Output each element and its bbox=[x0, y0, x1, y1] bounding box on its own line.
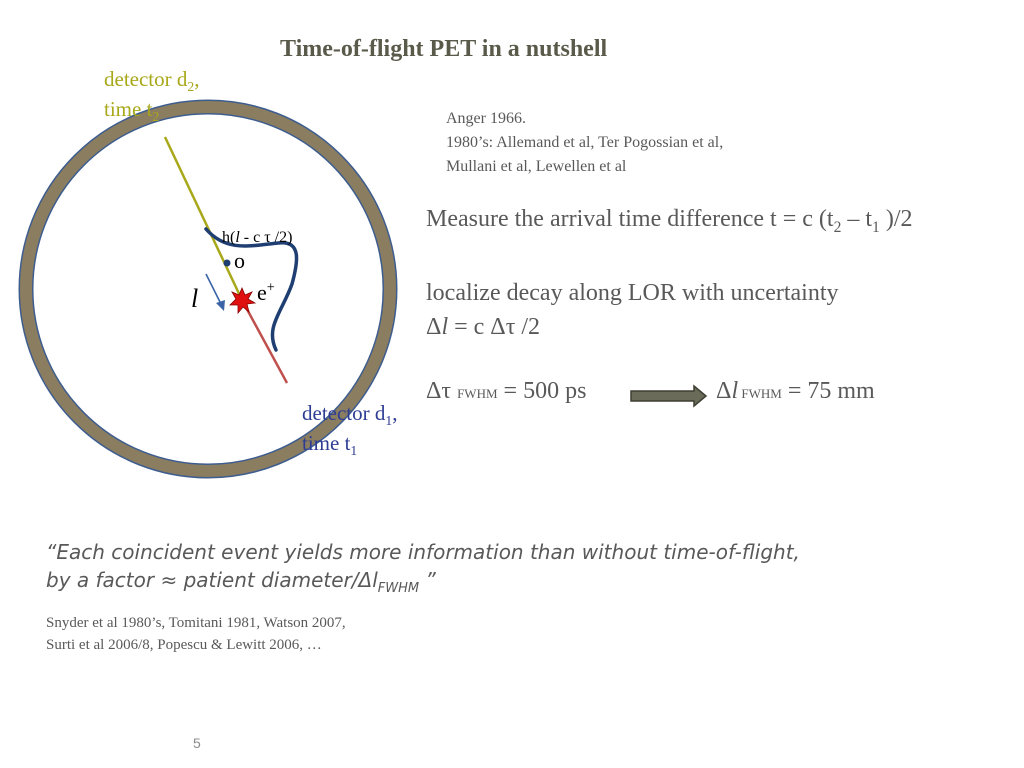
localize-line-2 bbox=[426, 310, 839, 344]
detector-1-suffix: , bbox=[392, 401, 398, 425]
quote-line-2-prefix: by a factor ≈ patient diameter/ bbox=[46, 568, 359, 592]
origin-dot bbox=[224, 260, 231, 267]
measure-sub-1: 1 bbox=[872, 218, 880, 236]
quote-l: l bbox=[372, 568, 378, 592]
annihilation-burst-icon bbox=[230, 288, 255, 313]
detector-1-time-sub: 1 bbox=[350, 443, 358, 459]
l-label: l bbox=[191, 284, 199, 313]
kernel-label-prefix: h( bbox=[222, 229, 236, 246]
quote-block bbox=[46, 538, 800, 594]
citation-line-1: Snyder et al 1980’s, Tomitani 1981, Watson 2007, bbox=[46, 615, 346, 631]
measure-prefix: Measure the arrival time difference t = c (t bbox=[426, 206, 834, 232]
reference-line-3: Mullani et al, Lewellen et al bbox=[446, 158, 627, 175]
reference-line-1: Anger 1966. bbox=[446, 110, 526, 127]
dl-rest: = 75 mm bbox=[781, 378, 875, 404]
localize-rest: = c Δτ /2 bbox=[448, 314, 541, 340]
positron-label bbox=[257, 280, 275, 306]
quote-line-2 bbox=[46, 566, 800, 594]
detector-2-time: time t bbox=[104, 97, 153, 121]
localize-text bbox=[426, 276, 839, 344]
positron-label-base: e bbox=[257, 280, 267, 305]
localize-l: l bbox=[441, 314, 449, 340]
dtau-rest: = 500 ps bbox=[497, 378, 587, 404]
lor-upper-segment bbox=[165, 137, 242, 300]
detector-2-suffix: , bbox=[194, 67, 200, 91]
detector-1-label bbox=[302, 398, 397, 458]
dtau-sub: FWHM bbox=[457, 386, 498, 401]
kernel-label-l: l bbox=[235, 229, 240, 246]
quote-line-1: “Each coincident event yields more information than without time-of-flight, bbox=[46, 540, 800, 564]
origin-label: o bbox=[234, 248, 245, 273]
localize-line-1: localize decay along LOR with uncertainty bbox=[426, 280, 839, 306]
tof-kernel-curve bbox=[206, 229, 297, 350]
dl-delta: Δ bbox=[716, 378, 732, 404]
detector-1-sub: 1 bbox=[385, 413, 393, 429]
quote-end: ” bbox=[419, 568, 436, 592]
quote-sub: FWHM bbox=[377, 581, 420, 596]
dl-l: l bbox=[731, 378, 739, 404]
dtau-value bbox=[426, 378, 586, 405]
l-arrow-head-icon bbox=[216, 300, 225, 311]
detector-2-name: detector d bbox=[104, 67, 188, 91]
dtau-symbol: Δτ bbox=[426, 378, 458, 404]
kernel-label bbox=[222, 229, 292, 247]
citations bbox=[46, 612, 346, 656]
implies-arrow-icon bbox=[631, 386, 706, 406]
detector-2-time-sub: 2 bbox=[152, 109, 160, 125]
detector-2-sub: 2 bbox=[187, 79, 195, 95]
measure-sub-2: 2 bbox=[833, 218, 842, 236]
slide-title: Time-of-flight PET in a nutshell bbox=[280, 36, 608, 62]
quote-delta: Δ bbox=[358, 568, 373, 592]
dl-value bbox=[716, 378, 875, 405]
l-direction-arrow bbox=[206, 274, 222, 306]
page-number: 5 bbox=[193, 735, 201, 751]
reference-line-2: 1980’s: Allemand et al, Ter Pogossian et al, bbox=[446, 134, 724, 151]
positron-label-sup: + bbox=[266, 279, 275, 296]
localize-delta: Δ bbox=[426, 314, 442, 340]
detector-1-name: detector d bbox=[302, 401, 386, 425]
detector-2-label bbox=[104, 64, 199, 124]
detector-1-time: time t bbox=[302, 431, 351, 455]
citation-line-2: Surti et al 2006/8, Popescu & Lewitt 2006, … bbox=[46, 637, 322, 653]
measure-text bbox=[426, 206, 913, 236]
kernel-label-rest: - c τ /2) bbox=[239, 229, 293, 246]
measure-end: )/2 bbox=[879, 206, 913, 232]
dl-sub: FWHM bbox=[738, 386, 782, 401]
history-references bbox=[446, 107, 723, 179]
measure-mid: – t bbox=[841, 206, 873, 232]
